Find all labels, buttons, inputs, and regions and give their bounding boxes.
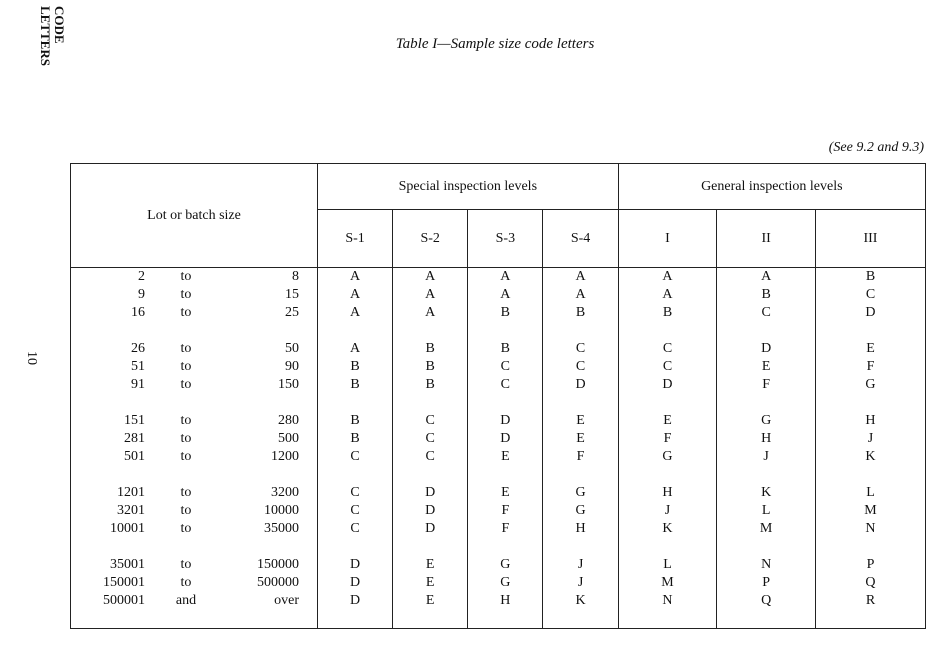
lot-size-from: 35001	[110, 557, 145, 572]
code-letter-group	[717, 268, 815, 340]
code-letter: E	[576, 431, 585, 446]
code-letter: F	[762, 377, 771, 392]
lot-size-to: 280	[278, 413, 299, 428]
code-letter: C	[350, 503, 360, 518]
code-letter: B	[350, 377, 360, 392]
code-letter: D	[425, 485, 436, 500]
code-letter-group	[318, 412, 392, 484]
code-letter-group	[543, 268, 617, 340]
code-letter: F	[663, 431, 672, 446]
lot-size-connector: to	[180, 521, 192, 536]
side-label-line-2: LETTERS	[38, 6, 53, 66]
code-letter-group	[393, 268, 467, 340]
code-letter: H	[865, 413, 876, 428]
code-letter: K	[662, 521, 673, 536]
sample-size-code-table	[70, 163, 926, 629]
level-header-s2: S-2	[393, 210, 468, 268]
code-letter: A	[761, 269, 772, 284]
lot-size-to: 90	[285, 359, 299, 374]
lot-size-row	[71, 502, 317, 520]
code-letter-group	[543, 556, 617, 628]
level-header-s4: S-4	[543, 210, 618, 268]
lot-size-row	[71, 574, 317, 592]
code-letter: F	[576, 449, 585, 464]
code-letter: B	[350, 431, 360, 446]
lot-size-connector: to	[180, 287, 192, 302]
lot-size-to: 25	[285, 305, 299, 320]
code-letter: K	[865, 449, 876, 464]
lot-size-row	[71, 358, 317, 376]
code-letter: G	[761, 413, 772, 428]
lot-size-group	[71, 484, 317, 556]
code-letter: F	[501, 503, 510, 518]
code-letter: G	[500, 575, 511, 590]
code-letter-group	[393, 412, 467, 484]
code-letter: A	[662, 269, 673, 284]
lot-size-to: 1200	[271, 449, 299, 464]
code-letter: B	[350, 359, 360, 374]
lot-size-row	[71, 448, 317, 466]
code-letter: A	[425, 287, 436, 302]
lot-size-group	[71, 556, 317, 628]
lot-size-from: 501	[124, 449, 145, 464]
code-letter: A	[350, 341, 361, 356]
lot-size-connector: to	[180, 341, 192, 356]
code-letter-group	[393, 484, 467, 556]
code-letter: C	[865, 287, 876, 302]
reference-note: (See 9.2 and 9.3)	[828, 140, 924, 155]
code-letter: J	[664, 503, 671, 518]
code-letter-group	[468, 484, 542, 556]
code-letter: A	[575, 287, 586, 302]
code-letter: G	[865, 377, 876, 392]
code-letter: L	[663, 557, 672, 572]
code-column-i	[618, 268, 717, 629]
code-letter: B	[500, 341, 511, 356]
lot-size-row	[71, 268, 317, 286]
code-letter-group	[393, 556, 467, 628]
code-letter-group	[619, 268, 717, 340]
lot-size-connector: to	[180, 377, 192, 392]
code-letter: G	[662, 449, 673, 464]
lot-size-to: 10000	[264, 503, 299, 518]
code-letter-group	[468, 412, 542, 484]
table-title: Table I—Sample size code letters	[395, 36, 595, 52]
code-letter: B	[761, 287, 771, 302]
code-letter: D	[865, 305, 876, 320]
code-letter: N	[662, 593, 673, 608]
lot-size-to: 8	[292, 269, 299, 284]
lot-size-group	[71, 268, 317, 340]
lot-size-row	[71, 556, 317, 574]
code-letter-group	[717, 556, 815, 628]
code-letter: C	[425, 449, 435, 464]
code-letter: B	[425, 377, 435, 392]
code-letter: K	[761, 485, 772, 500]
general-levels-header: General inspection levels	[618, 164, 925, 210]
level-header-ii: II	[717, 210, 816, 268]
code-letter: B	[425, 359, 435, 374]
code-letter: G	[575, 503, 586, 518]
code-letter: H	[662, 485, 673, 500]
lot-size-connector: to	[180, 413, 192, 428]
code-letter: B	[575, 305, 586, 320]
code-letter-group	[318, 484, 392, 556]
code-letter: A	[500, 287, 511, 302]
code-letter: E	[761, 359, 771, 374]
lot-size-row	[71, 376, 317, 394]
code-letter: M	[661, 575, 674, 590]
lot-size-from: 1201	[117, 485, 145, 500]
level-header-i: I	[618, 210, 717, 268]
code-letter: L	[866, 485, 875, 500]
code-letter: A	[662, 287, 673, 302]
code-letter: N	[761, 557, 772, 572]
code-letter: Q	[761, 593, 772, 608]
code-letter-group	[468, 268, 542, 340]
code-letter: E	[866, 341, 875, 356]
lot-size-row	[71, 286, 317, 304]
lot-size-to: over	[274, 593, 299, 608]
lot-size-group	[71, 340, 317, 412]
code-letter: J	[577, 575, 584, 590]
code-letter: C	[350, 485, 360, 500]
code-letter-group	[717, 340, 815, 412]
code-column-ii	[717, 268, 816, 629]
code-letter: C	[575, 341, 586, 356]
code-letter-group	[717, 484, 815, 556]
code-letter: G	[500, 557, 511, 572]
lot-size-from: 91	[131, 377, 145, 392]
code-letter: E	[425, 593, 435, 608]
lot-size-from: 9	[138, 287, 145, 302]
code-letter: D	[500, 413, 511, 428]
level-header-iii: III	[815, 210, 925, 268]
code-letter: Q	[865, 575, 876, 590]
code-letter: J	[763, 449, 769, 464]
code-letter: C	[662, 341, 673, 356]
code-letter-group	[318, 556, 392, 628]
lot-size-from: 26	[131, 341, 145, 356]
code-letter: H	[761, 431, 772, 446]
lot-size-connector: to	[180, 575, 192, 590]
code-letter: D	[425, 503, 436, 518]
code-letter-group	[543, 412, 617, 484]
lot-size-from: 3201	[117, 503, 145, 518]
code-letter: E	[425, 557, 435, 572]
code-letter: C	[761, 305, 771, 320]
lot-size-from: 500001	[103, 593, 145, 608]
code-letter: A	[350, 269, 361, 284]
code-letter: P	[762, 575, 771, 590]
code-letter: B	[865, 269, 876, 284]
lot-size-to: 500	[278, 431, 299, 446]
code-letter: P	[866, 557, 875, 572]
code-letter: R	[865, 593, 876, 608]
code-letter: C	[350, 521, 360, 536]
code-letter: F	[866, 359, 875, 374]
code-letter: B	[350, 413, 360, 428]
code-letter: E	[501, 449, 510, 464]
code-letter: D	[350, 593, 361, 608]
lot-size-group	[71, 412, 317, 484]
lot-size-from: 281	[124, 431, 145, 446]
code-column-s2	[393, 268, 468, 629]
code-letter: E	[425, 575, 435, 590]
code-letter: A	[425, 269, 436, 284]
lot-size-connector: to	[180, 305, 192, 320]
lot-size-row	[71, 430, 317, 448]
code-letter-group	[816, 412, 925, 484]
code-column-s1	[318, 268, 393, 629]
lot-size-connector: to	[180, 431, 192, 446]
code-letter-group	[816, 340, 925, 412]
code-letter-group	[468, 340, 542, 412]
code-letter: D	[500, 431, 511, 446]
lot-size-row	[71, 484, 317, 502]
code-letter-group	[619, 484, 717, 556]
lot-size-from: 51	[131, 359, 145, 374]
code-letter: D	[761, 341, 772, 356]
code-letter: B	[425, 341, 435, 356]
lot-size-connector: to	[180, 485, 192, 500]
lot-size-connector: to	[180, 359, 192, 374]
lot-size-to: 150	[278, 377, 299, 392]
code-letter-group	[393, 340, 467, 412]
code-letter: D	[350, 575, 361, 590]
lot-size-row	[71, 304, 317, 322]
code-letter: F	[501, 521, 510, 536]
lot-size-from: 16	[131, 305, 145, 320]
page-number: 10	[24, 351, 39, 365]
lot-size-row	[71, 520, 317, 538]
code-letter: A	[350, 305, 361, 320]
lot-size-to: 500000	[257, 575, 299, 590]
lot-size-connector: to	[180, 269, 192, 284]
lot-size-from: 10001	[110, 521, 145, 536]
lot-size-row	[71, 592, 317, 610]
code-letter-group	[816, 556, 925, 628]
code-letter: E	[501, 485, 510, 500]
code-letter: D	[425, 521, 436, 536]
code-letter: C	[662, 359, 673, 374]
code-letter-group	[619, 556, 717, 628]
code-letter-group	[318, 268, 392, 340]
code-letter-group	[816, 484, 925, 556]
code-letter: J	[867, 431, 874, 446]
lot-size-to: 15	[285, 287, 299, 302]
code-letter: A	[425, 305, 436, 320]
code-letter-group	[619, 340, 717, 412]
code-letter-group	[717, 412, 815, 484]
code-letter-group	[619, 412, 717, 484]
special-levels-header: Special inspection levels	[318, 164, 619, 210]
code-letter: L	[761, 503, 771, 518]
code-letter: D	[575, 377, 586, 392]
code-letter: A	[575, 269, 586, 284]
code-letter: C	[575, 359, 586, 374]
code-letter: G	[575, 485, 586, 500]
code-column-s4	[543, 268, 618, 629]
code-letter: D	[662, 377, 673, 392]
lot-size-connector: to	[180, 503, 192, 518]
code-letter: E	[663, 413, 672, 428]
code-letter: N	[865, 521, 876, 536]
lot-size-row	[71, 412, 317, 430]
code-letter-group	[543, 484, 617, 556]
code-letter-group	[543, 340, 617, 412]
code-letter: E	[576, 413, 585, 428]
level-header-s1: S-1	[318, 210, 393, 268]
lot-size-connector: to	[180, 449, 192, 464]
code-letter: C	[425, 431, 435, 446]
code-letter: D	[350, 557, 361, 572]
code-letter: A	[350, 287, 361, 302]
code-letter: H	[500, 593, 511, 608]
code-letter-group	[318, 340, 392, 412]
code-letter: K	[575, 593, 586, 608]
lot-size-row	[71, 340, 317, 358]
lot-size-header: Lot or batch size	[71, 164, 318, 268]
lot-size-connector: to	[180, 557, 192, 572]
code-letter-group	[816, 268, 925, 340]
code-letter: J	[577, 557, 584, 572]
code-letter: C	[500, 359, 511, 374]
lot-size-to: 50	[285, 341, 299, 356]
lot-size-column	[71, 268, 318, 629]
code-letter: H	[575, 521, 586, 536]
code-column-s3	[468, 268, 543, 629]
level-header-s3: S-3	[468, 210, 543, 268]
code-letter: C	[350, 449, 360, 464]
code-letter: C	[425, 413, 435, 428]
lot-size-from: 2	[138, 269, 145, 284]
code-letter: B	[662, 305, 673, 320]
side-label-line-1: CODE	[52, 6, 67, 44]
lot-size-to: 3200	[271, 485, 299, 500]
lot-size-from: 151	[124, 413, 145, 428]
code-letter: C	[500, 377, 511, 392]
code-column-iii	[815, 268, 925, 629]
code-letter-group	[468, 556, 542, 628]
code-letter: M	[759, 521, 773, 536]
code-letter: M	[864, 503, 877, 518]
lot-size-from: 150001	[103, 575, 145, 590]
code-letter: A	[500, 269, 511, 284]
lot-size-to: 35000	[264, 521, 299, 536]
code-letter: B	[500, 305, 511, 320]
lot-size-connector: and	[175, 593, 197, 608]
lot-size-to: 150000	[257, 557, 299, 572]
